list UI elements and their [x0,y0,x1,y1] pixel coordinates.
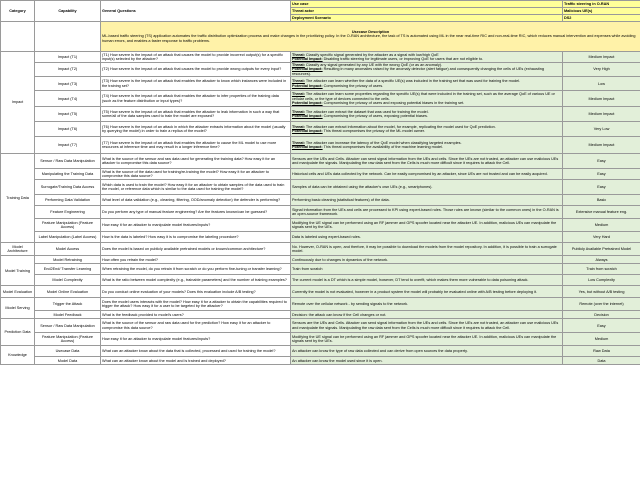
category-cell: Model Evaluation [1,286,35,298]
answer-text: Currently the model is not evaluated, however in a product system the model will probably be evaluated online with A/B testing before deploying it. [292,289,538,294]
capability-cell: Impact (T3) [35,77,101,91]
answer-line [292,302,561,306]
answer-line [292,114,561,118]
question-cell: (T6) How severe is the impact of an attack in which the attacker extracts information about the model (usually by querying the model) in order to train a replica of the model? [101,122,291,137]
answer-text: Decision: the attack can know if the Cell changes or not. [292,312,387,317]
answer-cell [291,169,563,180]
answer-line [292,145,561,149]
capability-cell: Model Complexity [35,275,101,286]
answer-cell [291,333,563,346]
question-cell: How easy it for an attacker to manipulate model features/inputs? [101,333,291,346]
table-row [1,243,640,256]
answer-line [292,321,561,329]
table-row [1,137,640,154]
capability-cell: Model Retraining [35,256,101,264]
usecase-blank-category [1,22,35,52]
answer-line [292,349,561,353]
header-general-questions: General Questions [101,1,291,22]
answer-text: Compromising the privacy of users, exposing potential biases. [322,114,428,119]
answer-text: Classify any signal generated by any UE with the wrong QoE (or as an anomaly). [304,63,443,68]
meta-value-deployment: DS2 [563,15,640,22]
answer-text: Train from scratch [292,267,323,272]
rating-cell: Basic [563,195,640,206]
answer-text: Performing basic cleaning (statistical features) of the data. [292,198,390,203]
answer-text: Remote over the cellular network - by sending signals to the network. [292,302,409,307]
meta-value-threat-actor: Malicious UE(s) [563,8,640,15]
answer-line [292,208,561,216]
question-cell: What is the source of the sensor and raw data used for the prediction? How easy it for an attacker to compromise this data source? [101,319,291,333]
capability-cell: Feature Manipulation (Feature Access) [35,219,101,232]
capability-cell: Performing Data Validation [35,195,101,206]
capability-cell: End2End/ Transfer Learning [35,264,101,275]
question-cell: What is the source of the data used for training/re-training the model? How easy it for an attacker to compromise this data source? [101,169,291,180]
answer-text: An attacker can know the type of raw data collected and can derive from open sources the data property. [292,349,468,354]
answer-line [292,67,561,75]
answer-text: Resulting in many anomalies raised by the anomaly detector (alert fatigue) and consequently changing the cells of UEs (exhausting resources). [292,67,544,76]
answer-label: Potential Impact: [292,100,323,105]
rating-cell: Medium Impact [563,107,640,122]
rating-cell: Medium Impact [563,137,640,154]
answer-text: Modifying the UE signal can be performed using an RF jammer and GPS spoofer located near the attacker UE. In addition, malicious UEs can manipulate the signals sent by the UEs. [292,334,557,344]
answer-line [292,258,561,262]
question-cell: What is the feedback provided to model's users? [101,311,291,319]
answer-cell [291,346,563,357]
rating-cell: Medium Impact [563,91,640,107]
table-row [1,232,640,243]
answer-text: This threat compromises the availability of the machine learning model. [322,145,444,150]
category-cell: Impact [1,52,35,154]
answer-line [292,129,561,133]
answer-label: Threat: [292,124,305,129]
capability-cell: Impact (T2) [35,63,101,77]
table-row [1,357,640,365]
rating-cell: Easy [563,319,640,333]
answer-cell [291,195,563,206]
rating-cell: Decision [563,311,640,319]
question-cell: What can an attacker know about the data that is collected, processed and used for training the model? [101,346,291,357]
usecase-description-row [1,22,640,52]
question-cell: What is the source of the sensor and raw data used for generating the training data? How easy it for an attacker to compromise this data source? [101,154,291,169]
answer-text: Signal information from the UEs and cells are processed to KPI using expert-based rules. Those rules are known (similar to the common ones) in the O-RAN is an open-source framework. [292,207,559,217]
capability-cell: Model Feedback [35,311,101,319]
capability-cell: Usecase Data [35,346,101,357]
answer-text: The attacker can learn some properties regarding the specific UE(s) that were included in the training set, such as the average QoE of various UE or cellular cells, or the type of devices connected to the cells. [292,92,555,101]
table-row [1,298,640,311]
answer-label: Threat: [292,109,305,114]
question-cell: Do you conduct online evaluation of your models? Does this evaluation include A/B testing? [101,286,291,298]
answer-cell [291,357,563,365]
question-cell: How easy it for an attacker to manipulate model features/inputs? [101,219,291,232]
rating-cell: Easy [563,154,640,169]
answer-line [292,84,561,88]
capability-cell: Model Data [35,357,101,365]
question-cell: How is the data is labeled? How easy it is to compromise the labeling procedure? [101,232,291,243]
answer-cell [291,275,563,286]
table-row [1,52,640,63]
answer-cell [291,52,563,63]
answer-cell [291,298,563,311]
capability-cell: Impact (T5) [35,107,101,122]
capability-cell: Sensor / Raw Data Manipulation [35,154,101,169]
table-row [1,195,640,206]
question-cell: What level of data validation (e.g., cleaning, filtering, OOD/anomaly detection) the defender is performing? [101,195,291,206]
header-capability: Capability [35,1,101,22]
answer-cell [291,311,563,319]
table-row [1,122,640,137]
answer-text: Sensors are the UEs and Cells. Attacker can send signal information from the UEs and cells. Since the UEs are not trusted, an attacker can use malicious UEs and manipulate the signals. Manipulating the raw data sent from the Cells is much more difficult since it requires to attack the Cell. [292,156,559,166]
capability-cell: Impact (T7) [35,137,101,154]
question-cell: When retraining the model, do you retrain it from scratch or do you perform fine-tuning or transfer learning? [101,264,291,275]
rating-cell: Easy [563,180,640,195]
table-row [1,286,640,298]
question-cell: (T7) How severe is the impact of an attack that enables the attacker to cause the ML model to use more resources at inference time and may result in a longer inference time? [101,137,291,154]
answer-text: The current model is a DT which is a simple model, however, DT tend to overfit, which makes them more vulnerable to data poisoning attack. [292,278,529,283]
answer-label: Threat: [292,52,305,57]
answer-text: Historical cells and UEs data collected by the network. Can be easily compromised by an attacker, since UEs are not trusted and can be easily acquired. [292,172,548,177]
answer-cell [291,286,563,298]
rating-cell: Medium [563,333,640,346]
question-cell: (T4) How severe is the impact of an attack that enables the attacker to infer properties of the training data (such as the feature distribution or input types)? [101,91,291,107]
answer-text: The attacker can extract information about the model, for example, replicating the model used for QoE prediction. [304,124,496,129]
answer-label: Threat: [292,140,305,145]
question-cell: Which data is used to train the model? How easy it for an attacker to obtain samples of the data used to train the model, or reference data which is similar to the data used for training the model? [101,180,291,195]
question-cell: How often you retrain the model? [101,256,291,264]
answer-cell [291,319,563,333]
rating-cell: Medium Impact [563,52,640,63]
category-cell: Model Architecture [1,243,35,256]
table-row [1,154,640,169]
table-row [1,169,640,180]
question-cell: (T2) How severe is the impact of an attack that causes the model to provide wrong outputs for every input? [101,63,291,77]
table-row [1,346,640,357]
answer-label: Potential Impact: [292,114,323,119]
rating-cell: Publicly Available Pretrained Model [563,243,640,256]
table-row [1,256,640,264]
answer-line [292,267,561,271]
meta-label-threat-actor: Threat actor [291,8,563,15]
capability-cell: Impact (T1) [35,52,101,63]
capability-cell: Label Manipulation (Label Access) [35,232,101,243]
answer-line [292,359,561,363]
meta-label-usecase: Use case [291,1,563,8]
usecase-description-title: Usecase Description [351,30,390,35]
usecase-description-text: ML-based traffic steering (TS) application automates the traffic distribution optimization process and make changes in the prioritizing policy. In the O-RAN architecture, the task of TS is automated using ML in the near real-time RIC and non-real-time RIC, which reduces manual intervention and expenses while avoiding human errors, and enables a faster response to traffic problems. [102,34,636,43]
rating-cell: Easy [563,169,640,180]
answer-text: Compromising the privacy of users. [322,83,384,88]
answer-line [292,235,561,239]
answer-label: Potential Impact: [292,67,323,72]
answer-text: Compromising the privacy of users and exposing potential biases in the training set. [322,100,465,105]
table-row [1,180,640,195]
answer-cell [291,107,563,122]
answer-cell [291,219,563,232]
capability-cell: Sensor / Raw Data Manipulation [35,319,101,333]
answer-text: Disabling traffic steering for legitimate users, or improving QoE for users that are not eligible to. [322,57,484,61]
rating-cell: Very Hard [563,232,640,243]
table-row [1,333,640,346]
answer-cell [291,63,563,77]
rating-cell: Remote (over the internet) [563,298,640,311]
answer-text: An attacker can know the model used since it is open. [292,358,383,363]
answer-line [292,185,561,189]
answer-cell [291,243,563,256]
table-row [1,63,640,77]
answer-label: Threat: [292,92,305,97]
capability-cell: Impact (T6) [35,122,101,137]
capability-cell: Feature Engineering [35,206,101,219]
answer-line [292,278,561,282]
capability-cell: Impact (T4) [35,91,101,107]
answer-line [292,221,561,229]
answer-text: Samples of data can be obtained using the attacker's own UEs (e.g., smartphones). [292,185,433,190]
capability-cell: Model Online Evaluation [35,286,101,298]
capability-cell: Surrogate/Training Data Access [35,180,101,195]
table-row [1,219,640,232]
capability-cell: Model Access [35,243,101,256]
meta-label-deployment: Deployment Scenario [291,15,563,22]
usecase-description [101,22,640,52]
answer-cell [291,154,563,169]
answer-text: The attacker can learn whether the data of a specific UE(s) was included in the training set that was used for training the model. [304,79,521,84]
category-cell: Training Data [1,154,35,243]
answer-cell [291,91,563,107]
answer-label: Potential Impact: [292,83,323,88]
question-cell: Does the model is based on publicly available pretrained models or known/common architecture? [101,243,291,256]
answer-text: The attacker can extract the dataset that was used for training the model. [304,109,429,114]
answer-cell [291,77,563,91]
answer-line [292,157,561,165]
answer-cell [291,264,563,275]
rating-cell: Always [563,256,640,264]
rating-cell: Raw Data [563,346,640,357]
answer-cell [291,232,563,243]
answer-cell [291,137,563,154]
answer-text: This threat compromises the privacy of the ML model owner. [322,129,425,134]
answer-cell [291,206,563,219]
table-row [1,77,640,91]
category-cell: Model Serving [1,298,35,319]
answer-line [292,198,561,202]
rating-cell: Extensive manual feature eng. [563,206,640,219]
question-cell: What can an attacker know about the model and is trained and deployed? [101,357,291,365]
meta-value-usecase: Traffic steering in O-RAN [563,1,640,8]
answer-text: The attacker can increase the latency of the QoE model when classifying targeted examples. [304,140,462,145]
rating-cell: Very High [563,63,640,77]
question-cell: Do you perform any type of manual feature engineering? Are the features known/can be guessed? [101,206,291,219]
rating-cell: Data [563,357,640,365]
rating-cell: Low Complexity [563,275,640,286]
table-row [1,91,640,107]
table-row [1,206,640,219]
rating-cell: Yes, but without A/B testing [563,286,640,298]
answer-text: Classify specific signal generated by the attacker as a signal with low/high QoE [304,52,439,57]
rating-cell: Train from scratch [563,264,640,275]
answer-cell [291,256,563,264]
answer-label: Threat: [292,79,305,84]
rating-cell: Very Low [563,122,640,137]
answer-text: Modifying the UE signal can be performed using an RF jammer and GPS spoofer located near the attacker UE. In addition, malicious UEs can manipulate the signals sent by the UEs. [292,220,557,230]
answer-label: Threat: [292,63,305,68]
answer-text: Continuously due to changes in dynamics of the network. [292,257,389,262]
answer-text: Sensors are the UEs and Cells. Attacker can send signal information from the UEs and cells. Since the UEs are not trusted, an attacker can use malicious UEs and manipulate the signals. Manipulating the raw data sent from the Cells is much more difficult since it requires to attack the Cell. [292,321,559,330]
question-cell: (T5) How severe is the impact of an attack that enables the attacker to leak information in such a way that some/all of the data samples used to train the model are exposed? [101,107,291,122]
table-row [1,107,640,122]
answer-line [292,313,561,317]
answer-text: Data is labeled using expert-based rules. [292,235,361,240]
table-row [1,275,640,286]
usecase-blank-capability [35,22,101,52]
table-row [1,311,640,319]
answer-label: Potential Impact: [292,57,323,61]
answer-cell [291,180,563,195]
rating-cell: Low [563,77,640,91]
category-cell: Knowledge [1,346,35,365]
question-cell: Does the model users interacts with the model? How easy it for a attacker to obtain the capabilities required to trigger the attack? How easy it for a user to be targeted by the attacker? [101,298,291,311]
answer-line [292,101,561,105]
table-row [1,319,640,333]
answer-line [292,172,561,176]
capability-cell: Manipulating the Training Data [35,169,101,180]
question-cell: What is the ratio between model complexity (e.g., trainable parameters) and the number of training examples? [101,275,291,286]
rating-cell: Medium [563,219,640,232]
category-cell: Prediction Data [1,319,35,346]
question-cell: (T3) How severe is the impact of an attack that enables the attacker to know which instances were included in the training set? [101,77,291,91]
answer-line [292,57,561,61]
answer-text: No. However, O-RAN is open, and therfore, it may be possible to download the models from the model repository. In addition, it is possible to train a surrogate model. [292,244,557,254]
answer-cell [291,122,563,137]
header-category: Category [1,1,35,22]
answer-line [292,245,561,253]
answer-label: Potential Impact: [292,145,323,150]
answer-line [292,335,561,343]
answer-line [292,92,561,100]
capability-cell: Feature Manipulation (Feature Access) [35,333,101,346]
capability-cell: Trigger the Attack [35,298,101,311]
table-row [1,264,640,275]
answer-label: Potential Impact: [292,129,323,134]
answer-line [292,290,561,294]
question-cell: (T1) How severe is the impact of an attack that causes the model to provide incorrect output(s) for a specific input(s) selected by the attacker? [101,52,291,63]
category-cell: Model Training [1,256,35,286]
